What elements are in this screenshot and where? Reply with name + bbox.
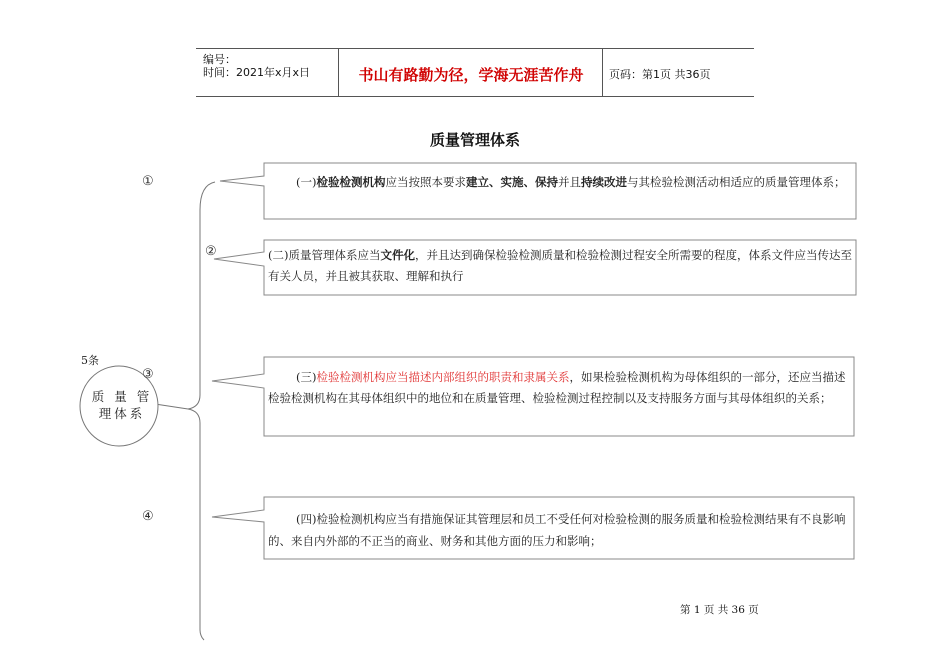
clause-3-t1: ，如果检验检测机构为母体组织的一部分，还应当描述检验检测机构在其母体组织中的地位和在质量管理、检验检测过程控制以及支持服务方面与其母体组织的关系；: [268, 370, 846, 405]
marker-2: ②: [205, 244, 217, 259]
clause-1-t3: 与其检验检测活动相适应的质量管理体系；: [626, 175, 846, 189]
clause-1-bold-improve: 持续改进: [580, 175, 627, 189]
marker-4: ④: [142, 509, 154, 524]
clause-2-bold-documented: 文件化: [380, 248, 415, 262]
clause-1-bold-agency: 检验检测机构: [316, 175, 386, 189]
clause-3-text: [268, 367, 850, 409]
clause-2-t1: ，并且达到确保检验检测质量和检验检测过程安全所需要的程度，体系文件应当传达至有关人员，并且被其获取、理解和执行: [268, 248, 852, 283]
clause-4-text: [268, 508, 850, 552]
serial-label: 编号：: [203, 53, 236, 66]
clause-2-prefix: (二)质量管理体系应当: [268, 248, 381, 262]
page-info: 页码：第1页 共36页: [609, 68, 711, 81]
circle-connector: [155, 404, 188, 409]
page-title: 质量管理体系: [429, 131, 520, 149]
clause-1-t2: 并且: [557, 175, 581, 189]
header-motto: 书山有路勤为径，学海无涯苦作舟: [358, 66, 584, 84]
clause-1-prefix: (一): [296, 175, 317, 189]
clause-2-text: [268, 245, 852, 287]
marker-1: ①: [142, 174, 154, 189]
clause-1-bold-establish: 建立、实施、保持: [465, 175, 558, 189]
clause-3-red-highlight: 检验检测机构应当描述内部组织的职责和隶属关系: [316, 370, 570, 384]
section-label: 5条: [81, 354, 99, 367]
clause-3-prefix: (三): [296, 370, 317, 384]
clause-1-text: [268, 172, 852, 193]
clause-4-body: (四)检验检测机构应当有措施保证其管理层和员工不受任何对检验检测的服务质量和检验检测结果有不良影响的、来自内外部的不正当的商业、财务和其他方面的压力和影响；: [268, 512, 846, 548]
page-footer: 第 1 页 共 36 页: [680, 604, 759, 616]
marker-3: ③: [142, 367, 154, 382]
time-label: 时间：2021年x月x日: [203, 66, 311, 79]
center-label: 质 量 管 理体系: [91, 389, 153, 421]
clause-1-t1: 应当按照本要求: [385, 175, 466, 189]
